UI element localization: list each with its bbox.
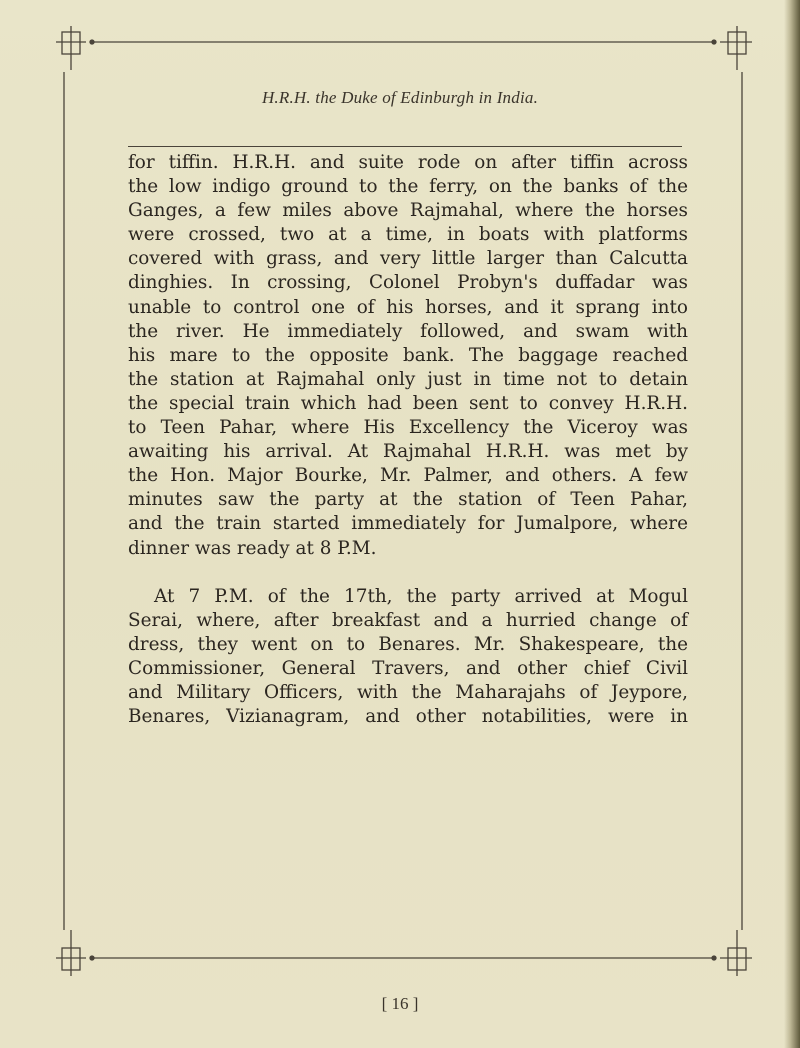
text-line: for tiffin. H.R.H. and suite rode on after tiffin across <box>128 152 688 173</box>
text-line: the station at Rajmahal only just in time not to detain <box>128 368 688 390</box>
paragraph-gap <box>128 561 688 585</box>
text-line: unable to control one of his horses, and it sprang into <box>128 296 688 318</box>
text-line: covered with grass, and very little larger than Calcutta <box>128 248 688 270</box>
paragraph-1 <box>128 151 688 561</box>
text-line: the low indigo ground to the ferry, on the banks of the <box>128 176 688 198</box>
page-number: [ 16 ] <box>381 994 419 1013</box>
text-line: the Hon. Major Bourke, Mr. Palmer, and others. A few <box>128 465 688 487</box>
text-line: dinner was ready at 8 P.M. <box>128 537 377 559</box>
text-line: Ganges, a few miles above Rajmahal, where the horses <box>128 200 688 222</box>
text-line: were crossed, two at a time, in boats with platforms <box>128 224 688 246</box>
text-line: minutes saw the party at the station of Teen Pahar, <box>128 489 688 511</box>
text-line: Benares, Vizianagram, and other notabilities, were in <box>128 706 688 728</box>
text-line: his mare to the opposite bank. The baggage reached <box>128 344 688 366</box>
text-line: the special train which had been sent to convey H.R.H. <box>128 392 688 414</box>
body-text <box>128 151 688 729</box>
text-line: dinghies. In crossing, Colonel Probyn's duffadar was <box>128 272 688 294</box>
text-line: the river. He immediately followed, and swam with <box>128 320 688 342</box>
text-line: Serai, where, after breakfast and a hurried change of <box>128 609 688 631</box>
text-line: awaiting his arrival. At Rajmahal H.R.H. was met by <box>128 441 688 463</box>
paragraph-2 <box>128 585 688 730</box>
text-line: and the train started immediately for Jumalpore, where <box>128 513 688 535</box>
text-line: Commissioner, General Travers, and other chief Civil <box>128 657 688 679</box>
text-line: and Military Officers, with the Maharajahs of Jeypore, <box>128 681 688 703</box>
text-line: dress, they went on to Benares. Mr. Shakespeare, the <box>128 633 688 655</box>
header-rule <box>128 146 682 147</box>
text-line: to Teen Pahar, where His Excellency the Viceroy was <box>128 417 688 439</box>
text-line: At 7 P.M. of the 17th, the party arrived at Mogul <box>154 585 688 607</box>
running-head: H.R.H. the Duke of Edinburgh in India. <box>261 88 539 107</box>
